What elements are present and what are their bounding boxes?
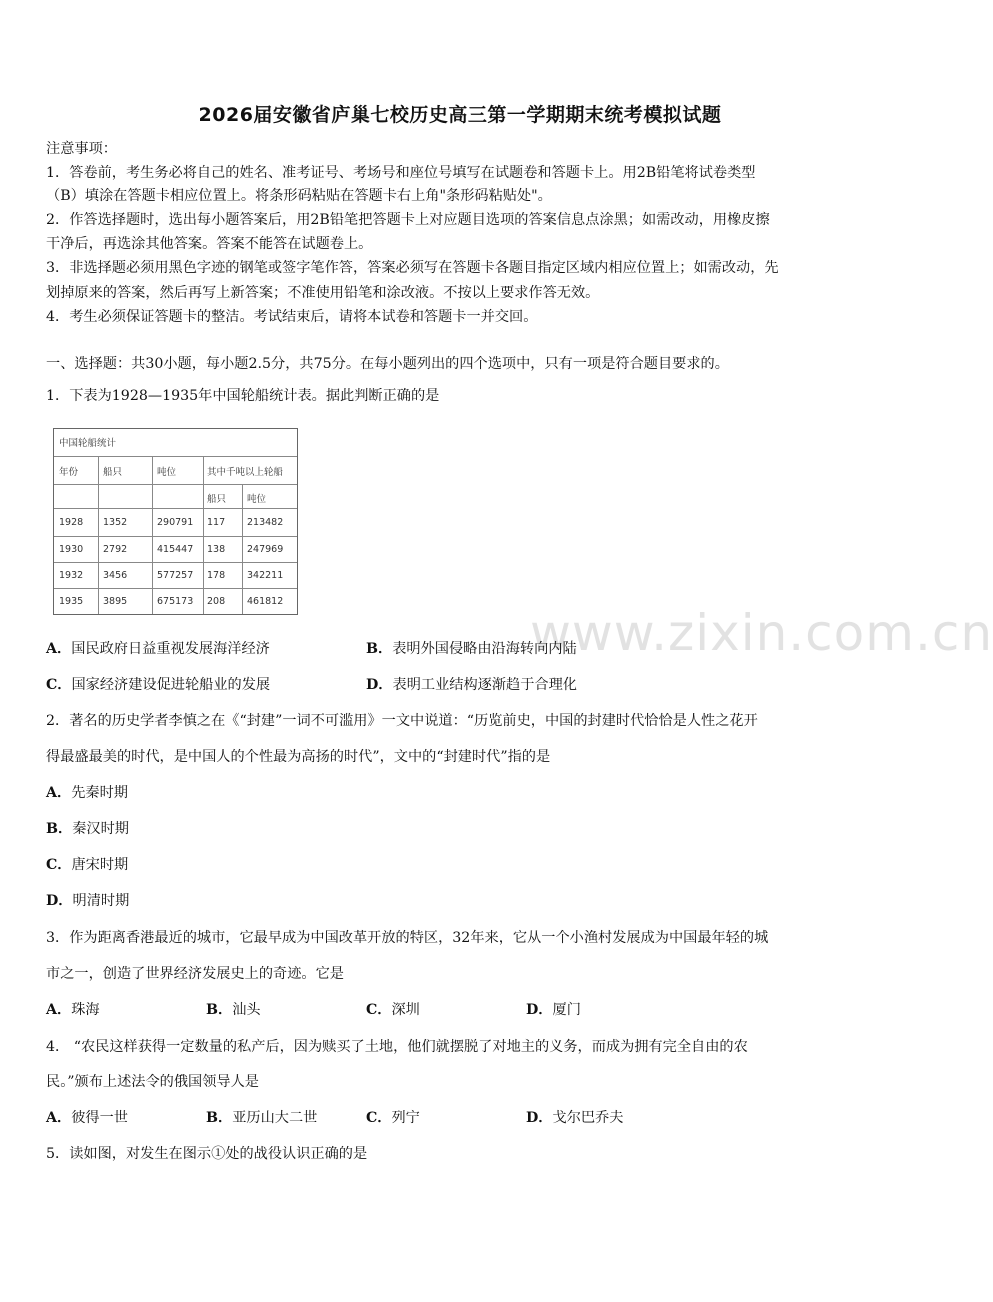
option-text: 亚历山大二世 [232,1110,318,1126]
table-cell: 138 [207,544,226,555]
option-d [46,891,129,911]
option-letter: B． [366,641,393,657]
question-3-stem: 市之一，创造了世界经济发展史上的奇迹。它是 [46,966,344,982]
table-rule [54,588,297,589]
table-cell: 247969 [247,544,284,555]
table-cell: 117 [207,517,226,528]
table-rule [54,536,297,537]
option-c [46,855,128,875]
question-3-stem: 3．作为距离香港最近的城市，它最早成为中国改革开放的特区，32年来，它从一个小渔村发展成为中国最年轻的城 [46,930,769,946]
option-text: 珠海 [71,1002,100,1018]
question-2-stem: 得最盛最美的时代，是中国人的个性最为高扬的时代”，文中的“封建时代”指的是 [46,749,551,765]
table-cell: 2792 [103,544,128,555]
option-c [366,1108,420,1128]
table-cell: 1930 [59,544,84,555]
notice-line: 3．非选择题必须用黑色字迹的钢笔或签字笔作答，答案必须写在答题卡各题目指定区域内相应位置上；如需改动，先 [46,260,779,276]
table-caption: 中国轮船统计 [59,438,117,449]
option-letter: A． [46,1002,72,1018]
question-4-stem: 4． “农民这样获得一定数量的私产后，因为赎买了土地，他们就摆脱了对地主的义务，而成为拥有完全自由的农 [46,1039,748,1055]
option-letter: D． [46,893,73,909]
notice-line: 4．考生必须保证答题卡的整洁。考试结束后，请将本试卷和答题卡一并交回。 [46,309,538,325]
table-rule [54,456,297,457]
ship-statistics-table [53,428,298,615]
table-cell: 178 [207,570,226,581]
option-letter: A． [46,641,72,657]
table-rule [54,562,297,563]
option-text: 先秦时期 [71,785,128,801]
option-letter: D． [366,677,393,693]
table-cell: 3456 [103,570,128,581]
table-subheader: 吨位 [247,494,267,505]
option-b [206,1108,317,1128]
option-letter: B． [46,821,73,837]
table-cell: 213482 [247,517,284,528]
option-c [46,675,270,695]
option-text: 明清时期 [72,893,130,909]
table-rule [54,508,297,509]
table-header: 船只 [103,467,123,478]
option-a [46,783,128,803]
table-cell: 1352 [103,517,128,528]
option-letter: C． [46,857,72,873]
option-text: 汕头 [232,1002,261,1018]
option-letter: C． [366,1002,392,1018]
question-5-stem: 5．读如图，对发生在图示①处的战役认识正确的是 [46,1146,368,1162]
option-text: 国民政府日益重视发展海洋经济 [71,641,270,657]
option-d [366,675,577,695]
option-text: 厦门 [552,1002,581,1018]
question-2-stem: 2．著名的历史学者李慎之在《“封建”一词不可滥用》一文中说道：“历览前史，中国的封建时代恰恰是人性之花开 [46,713,758,729]
table-header: 年份 [59,467,79,478]
section-heading: 一、选择题：共30小题，每小题2.5分，共75分。在每小题列出的四个选项中，只有一项是符合题目要求的。 [46,356,729,372]
option-text: 秦汉时期 [72,821,129,837]
question-1-stem: 1．下表为1928—1935年中国轮船统计表。据此判断正确的是 [46,388,440,404]
notice-line: 2．作答选择题时，选出每小题答案后，用2B铅笔把答题卡上对应题目选项的答案信息点涂黑；如需改动，用橡皮擦 [46,212,770,228]
notice-line: （B）填涂在答题卡相应位置上。将条形码粘贴在答题卡右上角"条形码粘贴处"。 [46,188,552,204]
table-rule [98,456,99,614]
table-header: 其中千吨以上轮船 [207,467,284,478]
option-a [46,1108,128,1128]
option-d [526,1108,623,1128]
option-b [46,819,129,839]
option-letter: D． [526,1002,553,1018]
option-b [366,639,577,659]
notice-line: 1．答卷前，考生务必将自己的姓名、准考证号、考场号和座位号填写在试题卷和答题卡上。用2B铅笔将试卷类型 [46,165,756,181]
notice-line: 干净后，再选涂其他答案。答案不能答在试题卷上。 [46,236,373,252]
option-text: 深圳 [391,1002,420,1018]
option-letter: A． [46,1110,72,1126]
table-cell: 577257 [157,570,194,581]
watermark: www.zixin.com.cn [530,604,993,662]
option-text: 表明工业结构逐渐趋于合理化 [392,677,577,693]
notice-heading: 注意事项： [46,141,117,157]
option-text: 唐宋时期 [71,857,129,873]
table-rule [203,456,204,614]
table-rule [54,484,297,485]
option-letter: C． [46,677,72,693]
option-text: 戈尔巴乔夫 [552,1110,624,1126]
table-rule [152,456,153,614]
table-cell: 675173 [157,596,194,607]
table-subheader: 船只 [207,494,227,505]
notice-line: 划掉原来的答案，然后再写上新答案；不准使用铅笔和涂改液。不按以上要求作答无效。 [46,285,600,301]
option-text: 表明外国侵略由沿海转向内陆 [392,641,577,657]
option-letter: A． [46,785,72,801]
table-cell: 415447 [157,544,194,555]
table-cell: 208 [207,596,226,607]
option-text: 国家经济建设促进轮船业的发展 [71,677,271,693]
option-d [526,1000,581,1020]
table-cell: 1928 [59,517,84,528]
option-b [206,1000,261,1020]
table-header: 吨位 [157,467,177,478]
option-a [46,639,270,659]
option-text: 列宁 [391,1110,420,1126]
option-letter: B． [206,1002,233,1018]
option-letter: B． [206,1110,233,1126]
table-rule [242,484,243,614]
option-c [366,1000,420,1020]
question-4-stem: 民。”颁布上述法令的俄国领导人是 [46,1074,259,1090]
exam-title: 2026届安徽省庐巢七校历史高三第一学期期末统考模拟试题 [198,104,722,126]
table-cell: 342211 [247,570,284,581]
table-cell: 461812 [247,596,284,607]
option-letter: D． [526,1110,553,1126]
table-cell: 1932 [59,570,84,581]
table-cell: 290791 [157,517,194,528]
table-cell: 1935 [59,596,84,607]
option-letter: C． [366,1110,392,1126]
option-text: 彼得一世 [71,1110,128,1126]
table-cell: 3895 [103,596,128,607]
option-a [46,1000,100,1020]
